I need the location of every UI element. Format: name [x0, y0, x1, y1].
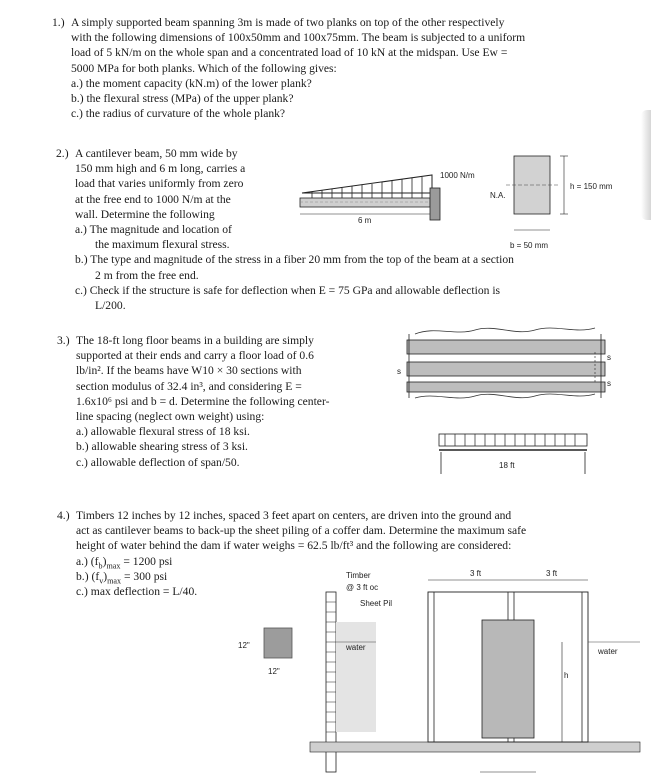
problem-1-part-b: b.) the flexural stress (MPa) of the upper plank? — [71, 92, 294, 106]
problem-4-part-b: b.) $(f_v)_{max} = 300$ psi — [76, 569, 168, 586]
problem-1-line-2: with the following dimensions of 100x50mm and 100x75mm. The beam is subjected to a uniform — [71, 31, 526, 45]
neutral-axis-label: N.A. — [490, 191, 506, 200]
problem-1 — [52, 15, 612, 121]
problem-3-line-5: 1.6x10⁶ psi and b = d. Determine the following center- — [76, 394, 330, 408]
water-label-right: water — [598, 647, 618, 656]
problem-1-part-c: c.) the radius of curvature of the whole plank? — [71, 107, 286, 121]
cantilever-figure — [292, 150, 632, 255]
height-label: h = 150 mm — [570, 182, 613, 191]
problem-4-line-3: height of water behind the dam if water weighs = 62.5 lb/ft³ and the following are considered: — [76, 539, 512, 553]
problem-1-line-1: A simply supported beam spanning 3m is made of two planks on top of the other respectively — [71, 16, 505, 29]
spacing-label-3: s — [397, 367, 401, 376]
problem-2-part-b-2: 2 m from the free end. — [95, 268, 199, 282]
problem-3-line-4: section modulus of 32.4 in³, and considering E = — [76, 379, 302, 393]
problem-3-part-a: a.) allowable flexural stress of 18 ksi. — [76, 425, 250, 439]
problem-1-number: 1.) — [52, 16, 65, 29]
problem-3-line-2: supported at their ends and carry a floor load of 0.6 — [76, 349, 314, 363]
spacing-label-2: s — [607, 379, 611, 388]
load-label: 1000 N/m — [440, 171, 475, 180]
problem-2-part-a-1: a.) The magnitude and location of — [75, 223, 232, 237]
problem-2-line-3: load that varies uniformly from zero — [75, 177, 244, 191]
problem-2-part-b-1: b.) The type and magnitude of the stress in a fiber 20 mm from the top of the beam at a section — [75, 253, 514, 267]
problem-2-line-1: A cantilever beam, 50 mm wide by — [75, 147, 238, 160]
timber-dim-width: 12" — [268, 667, 280, 676]
water-label-left: water — [346, 643, 366, 652]
problem-3-number: 3.) — [57, 334, 70, 347]
problem-3-line-1: The 18-ft long floor beams in a building are simply — [76, 334, 314, 347]
problem-3-line-6: line spacing (neglect own weight) using: — [76, 410, 265, 424]
problem-2-part-a-2: the maximum flexural stress. — [95, 238, 230, 252]
problem-3 — [57, 333, 387, 470]
problem-1-part-a: a.) the moment capacity (kN.m) of the lower plank? — [71, 76, 312, 90]
problem-3-part-c: c.) allowable deflection of span/50. — [76, 455, 240, 469]
timber-dim-height: 12" — [238, 641, 250, 650]
height-h-label: h — [564, 671, 569, 680]
problem-4-line-1: Timbers 12 inches by 12 inches, spaced 3 feet apart on centers, are driven into the ground and — [76, 509, 512, 522]
problem-1-line-4: 5000 MPa for both planks. Which of the following gives: — [71, 61, 337, 75]
problem-3-part-b: b.) allowable shearing stress of 3 ksi. — [76, 440, 248, 454]
problem-2-number: 2.) — [56, 147, 69, 160]
problem-2-part-c-1: c.) Check if the structure is safe for deflection when E = 75 GPa and allowable deflection is — [75, 283, 501, 297]
page-edge-shadow — [641, 110, 651, 220]
beam-span-label: 18 ft — [499, 461, 515, 470]
problem-4-part-c: c.) max deflection = L/40. — [76, 585, 198, 599]
sheet-pile-label: Sheet Pil — [360, 599, 393, 608]
spacing-3ft-right: 3 ft — [546, 569, 558, 578]
spacing-oc-label: @ 3 ft oc — [346, 583, 379, 592]
problem-2-part-c-2: L/200. — [95, 299, 126, 313]
problem-4-number: 4.) — [57, 509, 70, 522]
problem-1-line-3: load of 5 kN/m on the whole span and a concentrated load of 10 kN at the midspan. Use Ew = — [71, 46, 508, 60]
span-label: 6 m — [358, 216, 372, 225]
width-label: b = 50 mm — [510, 241, 549, 250]
problem-2-line-4: at the free end to 1000 N/m at the — [75, 192, 231, 206]
problem-4-part-a: a.) $(f_b)_{max} = 1200$ psi — [76, 554, 173, 570]
spacing-3ft-left: 3 ft — [470, 569, 482, 578]
floor-beam-figure — [395, 322, 625, 492]
problem-2-line-2: 150 mm high and 6 m long, carries a — [75, 162, 246, 176]
coffer-dam-figure — [230, 562, 650, 780]
problem-3-line-3: lb/in². If the beams have W10 × 30 sections with — [76, 364, 302, 378]
spacing-label-1: s — [607, 353, 611, 362]
timber-label: Timber — [346, 571, 371, 580]
problem-2-line-5: wall. Determine the following — [75, 207, 215, 221]
problem-4-line-2: act as cantilever beams to back-up the sheet piling of a coffer dam. Determine the maximum safe — [76, 524, 527, 538]
